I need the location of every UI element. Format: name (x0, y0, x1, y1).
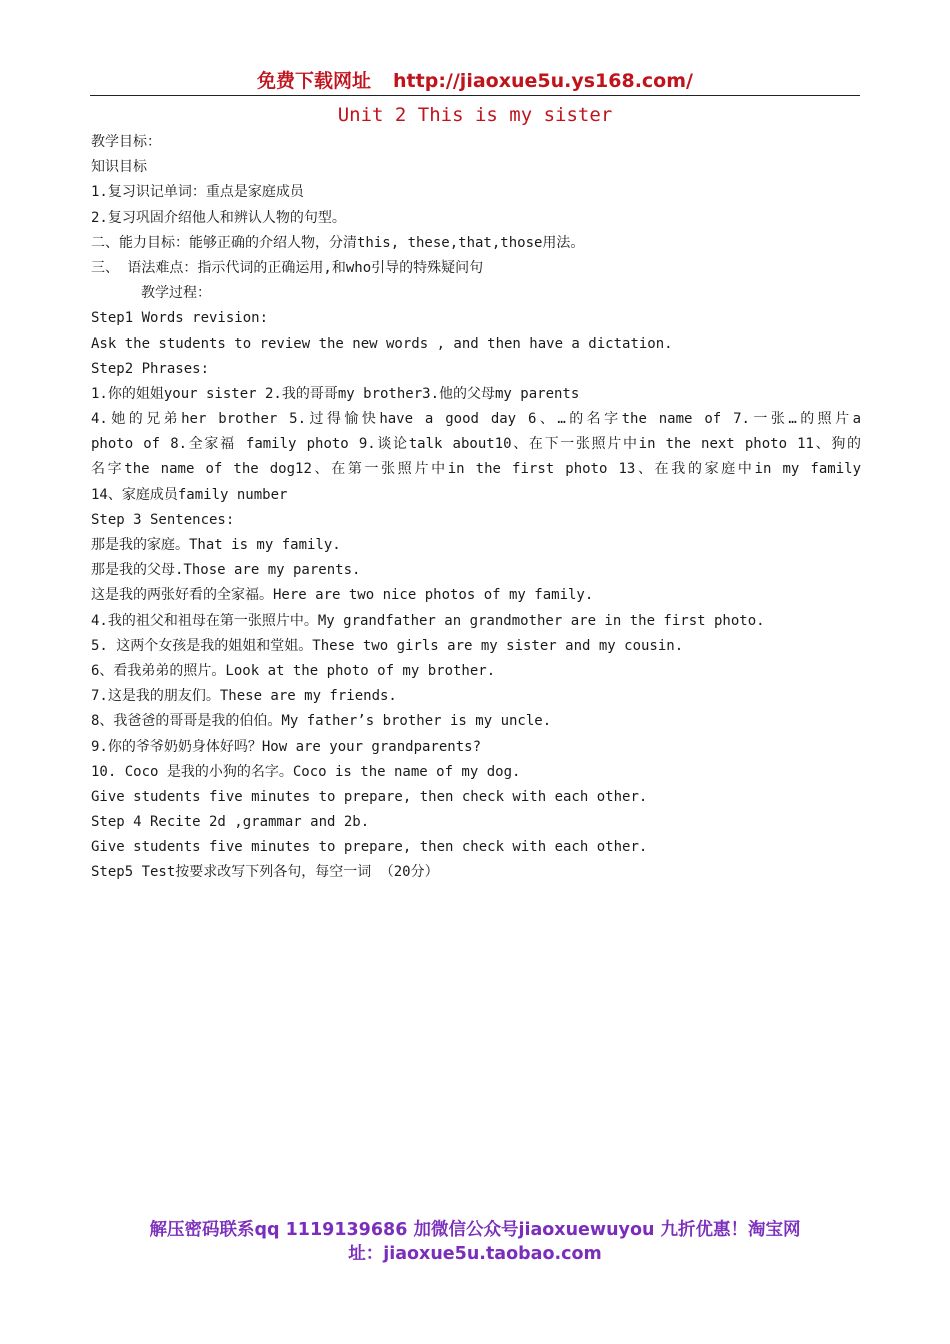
body-line: photo of 8.全家福 family photo 9.谈论talk about10、在下一张照片中in the next photo 11、狗的 (91, 436, 861, 453)
body-line: 9.你的爷爷奶奶身体好吗？How are your grandparents? (91, 738, 482, 755)
page-header (90, 66, 860, 93)
page-footer (90, 1218, 860, 1266)
body-line: 4.她的兄弟her brother 5.过得愉快have a good day 6、…的名字the name of 7.一张…的照片a (91, 411, 861, 428)
footer-contact-line: 解压密码联系qq 1119139686 加微信公众号jiaoxuewuyou 九折优惠！淘宝网 (149, 1220, 801, 1240)
document-body (91, 130, 861, 886)
body-line: 那是我的家庭。That is my family. (91, 537, 341, 553)
body-line: 5. 这两个女孩是我的姐姐和堂姐。These two girls are my sister and my cousin. (91, 637, 684, 654)
body-line: 10. Coco 是我的小狗的名字。Coco is the name of my dog. (91, 763, 521, 780)
body-line: 名字the name of the dog12、在第一张照片中in the first photo 13、在我的家庭中in my family (91, 461, 861, 478)
body-line: Ask the students to review the new words , and then have a dictation. (91, 335, 673, 352)
header-label: 免费下载网址 (257, 70, 372, 92)
header-url-link[interactable]: http://jiaoxue5u.ys168.com/ (393, 70, 693, 92)
body-line: 7.这是我的朋友们。These are my friends. (91, 688, 397, 705)
body-line: 知识目标 (91, 159, 147, 176)
body-line: 1.你的姐姐your sister 2.我的哥哥my brother3.他的父母my parents (91, 385, 580, 402)
body-line: 那是我的父母.Those are my parents. (91, 562, 361, 579)
body-line: 这是我的两张好看的全家福。Here are two nice photos of my family. (91, 587, 594, 604)
body-line: 教学过程： (141, 285, 211, 302)
body-line: 4.我的祖父和祖母在第一张照片中。My grandfather an grandmother are in the first photo. (91, 612, 765, 629)
body-line: 2.复习巩固介绍他人和辨认人物的句型。 (91, 209, 346, 226)
body-line: 三、 语法难点：指示代词的正确运用,和who引导的特殊疑问句 (91, 259, 484, 276)
footer-shop-link[interactable]: 址：jiaoxue5u.taobao.com (348, 1244, 602, 1264)
body-line: Give students five minutes to prepare, then check with each other. (91, 839, 648, 856)
body-line: 8、我爸爸的哥哥是我的伯伯。My father’s brother is my uncle. (91, 713, 552, 730)
body-line: 1.复习识记单词：重点是家庭成员 (91, 184, 304, 201)
body-line: Step5 Test按要求改写下列各句，每空一词 （20分） (91, 864, 439, 881)
body-line: 14、家庭成员family number (91, 486, 288, 503)
body-line: Step1 Words revision: (91, 310, 269, 327)
body-line: Step 3 Sentences: (91, 511, 235, 528)
header-divider (90, 95, 860, 96)
document-title: Unit 2 This is my sister (337, 104, 613, 126)
body-line: 二、能力目标：能够正确的介绍人物，分清this, these,that,those用法。 (91, 234, 585, 251)
body-line: 教学目标： (91, 134, 161, 150)
body-line: Give students five minutes to prepare, then check with each other. (91, 788, 648, 805)
body-line: 6、看我弟弟的照片。Look at the photo of my brother. (91, 662, 496, 679)
body-line: Step 4 Recite 2d ,grammar and 2b. (91, 814, 370, 831)
body-line: Step2 Phrases: (91, 360, 210, 377)
